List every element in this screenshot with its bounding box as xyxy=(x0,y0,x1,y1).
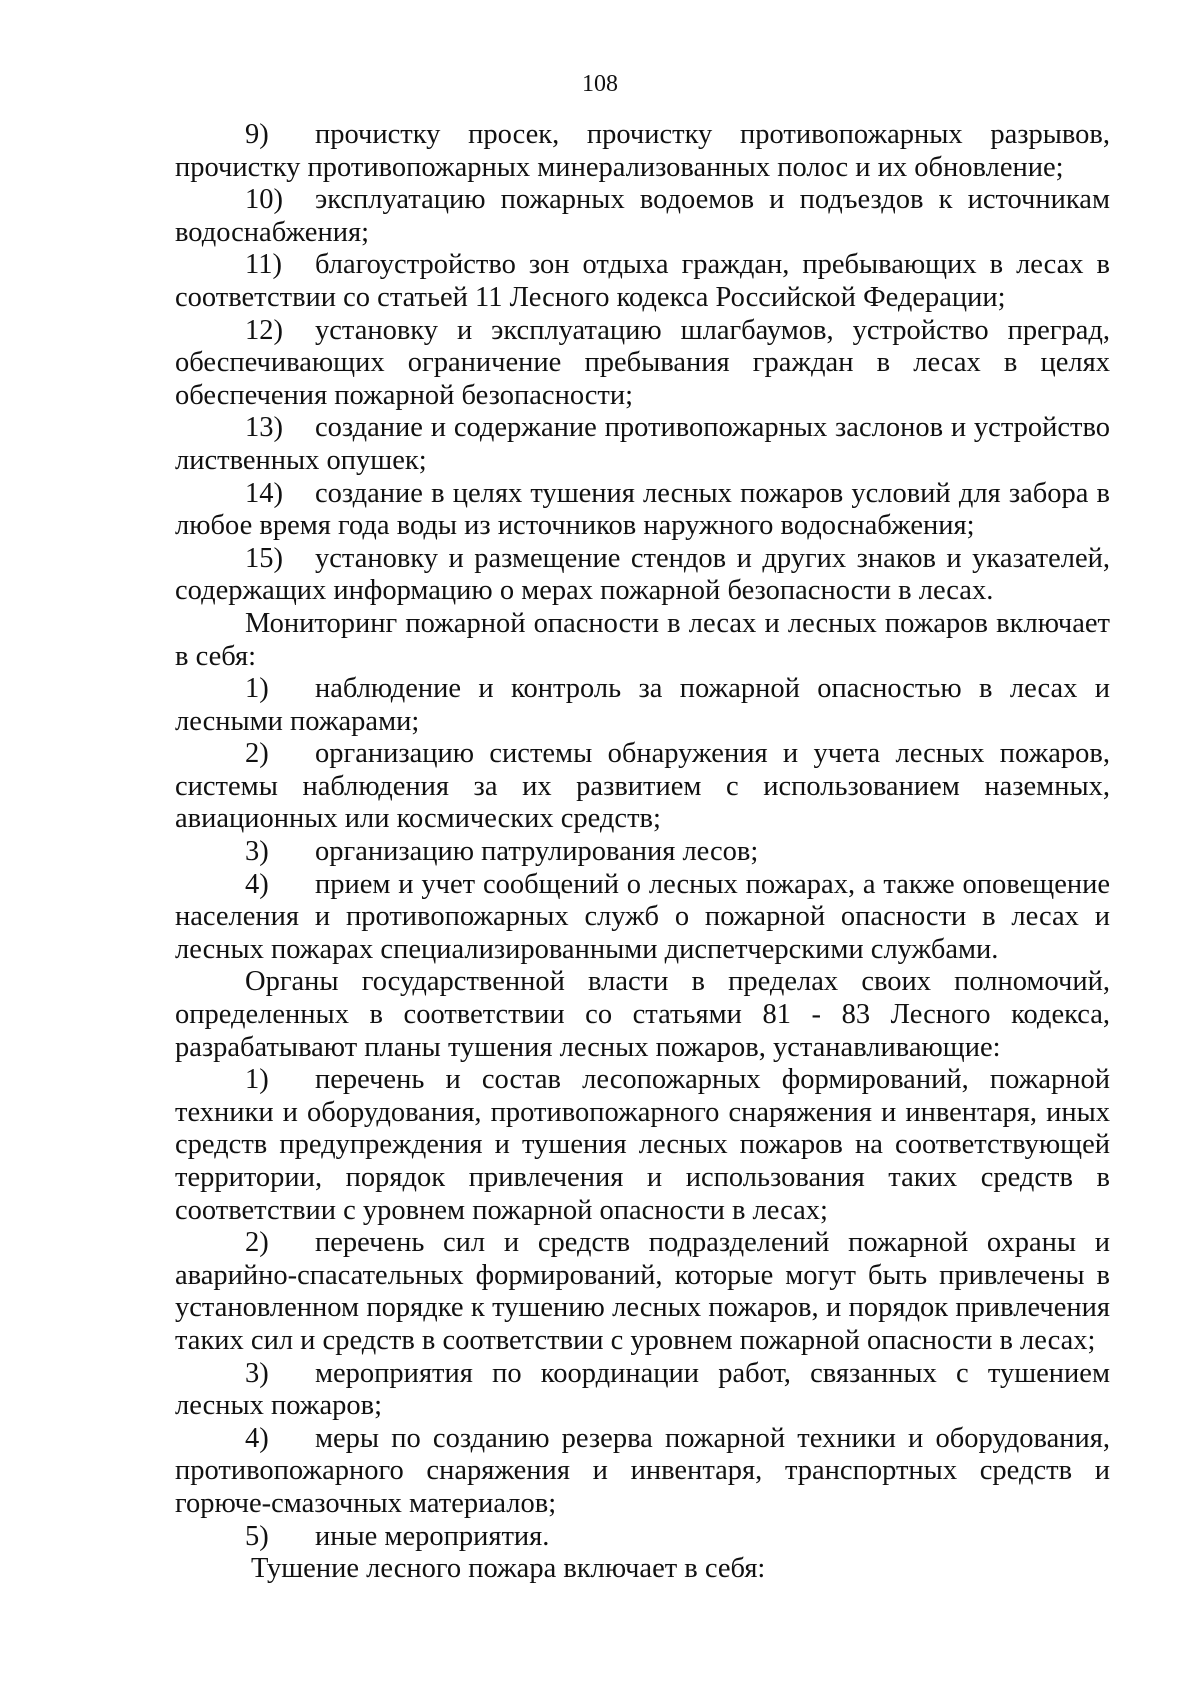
item-text: благоустройство зон отдыха граждан, пребывающих в лесах в соответствии со статьей 11 Лесного кодекса Российской Федерации; xyxy=(175,249,1110,313)
document-body xyxy=(175,119,1110,1586)
item-text: установку и эксплуатацию шлагбаумов, устройство преград, обеспечивающих ограничение пребывания граждан в лесах в целях обеспечения пожарной безопасности; xyxy=(175,314,1110,411)
authorities-intro: Органы государственной власти в пределах своих полномочий, определенных в соответствии со статьями 81 - 83 Лесного кодекса, разрабатывают планы тушения лесных пожаров, устанавливающие: xyxy=(175,966,1110,1063)
item-number: 2) xyxy=(245,738,269,770)
item-number: 2) xyxy=(245,1227,269,1259)
list-item xyxy=(175,738,1110,836)
list-item xyxy=(175,412,1110,477)
list-item xyxy=(175,184,1110,249)
page-number: 108 xyxy=(582,71,618,97)
item-number: 1) xyxy=(245,1064,269,1096)
item-number: 14) xyxy=(245,477,283,509)
item-text: установку и размещение стендов и других знаков и указателей, содержащих информацию о мерах пожарной безопасности в лесах. xyxy=(175,542,1110,607)
list-item xyxy=(175,1064,1110,1227)
item-text: создание в целях тушения лесных пожаров условий для забора в любое время года воды из источников наружного водоснабжения; xyxy=(175,477,1110,542)
item-text: перечень сил и средств подразделений пожарной охраны и аварийно-спасательных формирований, которые могут быть привлечены в установленном порядке к тушению лесных пожаров, и порядок привлечения таких сил и средств в соответствии с уровнем пожарной опасности в лесах; xyxy=(175,1227,1110,1356)
item-text: наблюдение и контроль за пожарной опасностью в лесах и лесными пожарами; xyxy=(175,673,1110,737)
item-number: 9) xyxy=(245,119,269,150)
item-number: 1) xyxy=(245,673,269,705)
list-item xyxy=(175,1423,1110,1521)
list-item xyxy=(175,836,1110,869)
item-text: организацию патрулирования лесов; xyxy=(315,836,759,868)
item-text: прочистку просек, прочистку противопожарных разрывов, прочистку противопожарных минерализованных полос и их обновление; xyxy=(175,119,1110,183)
list-item xyxy=(175,543,1110,608)
item-number: 15) xyxy=(245,542,283,574)
item-text: создание и содержание противопожарных заслонов и устройство лиственных опушек; xyxy=(175,412,1110,476)
list-item xyxy=(175,1521,1110,1554)
item-number: 3) xyxy=(245,836,269,868)
item-text: мероприятия по координации работ, связанных с тушением лесных пожаров; xyxy=(175,1357,1110,1422)
list-item xyxy=(175,119,1110,184)
list-item xyxy=(175,673,1110,738)
list-item xyxy=(175,478,1110,543)
item-number: 13) xyxy=(245,412,283,444)
item-text: меры по созданию резерва пожарной техники и оборудования, противопожарного снаряжения и инвентаря, транспортных средств и горюче-смазочных материалов; xyxy=(175,1422,1110,1519)
item-number: 4) xyxy=(245,868,269,900)
item-text: перечень и состав лесопожарных формирований, пожарной техники и оборудования, противопожарного снаряжения и инвентаря, иных средств предупреждения и тушения лесных пожаров на соответствующей территории, порядок привлечения и использования таких средств в соответствии с уровнем пожарной опасности в лесах; xyxy=(175,1064,1110,1226)
list-item xyxy=(175,1227,1110,1357)
item-number: 5) xyxy=(245,1520,269,1552)
list-item xyxy=(175,1358,1110,1423)
item-text: организацию системы обнаружения и учета лесных пожаров, системы наблюдения за их развитием с использованием наземных, авиационных или космических средств; xyxy=(175,738,1110,835)
item-number: 3) xyxy=(245,1357,269,1389)
extinguishing-intro: Тушение лесного пожара включает в себя: xyxy=(251,1553,766,1585)
item-number: 4) xyxy=(245,1422,269,1454)
list-item xyxy=(175,869,1110,967)
item-text: эксплуатацию пожарных водоемов и подъездов к источникам водоснабжения; xyxy=(175,184,1110,248)
item-number: 12) xyxy=(245,314,283,346)
item-text: иные мероприятия. xyxy=(315,1520,550,1552)
list-item xyxy=(175,315,1110,413)
item-text: прием и учет сообщений о лесных пожарах, а также оповещение населения и противопожарных служб о пожарной опасности в лесах и лесных пожарах специализированными диспетчерскими службами. xyxy=(175,868,1110,965)
monitoring-intro: Мониторинг пожарной опасности в лесах и лесных пожаров включает в себя: xyxy=(175,607,1110,672)
item-number: 10) xyxy=(245,184,283,216)
list-item xyxy=(175,249,1110,314)
item-number: 11) xyxy=(245,249,282,281)
